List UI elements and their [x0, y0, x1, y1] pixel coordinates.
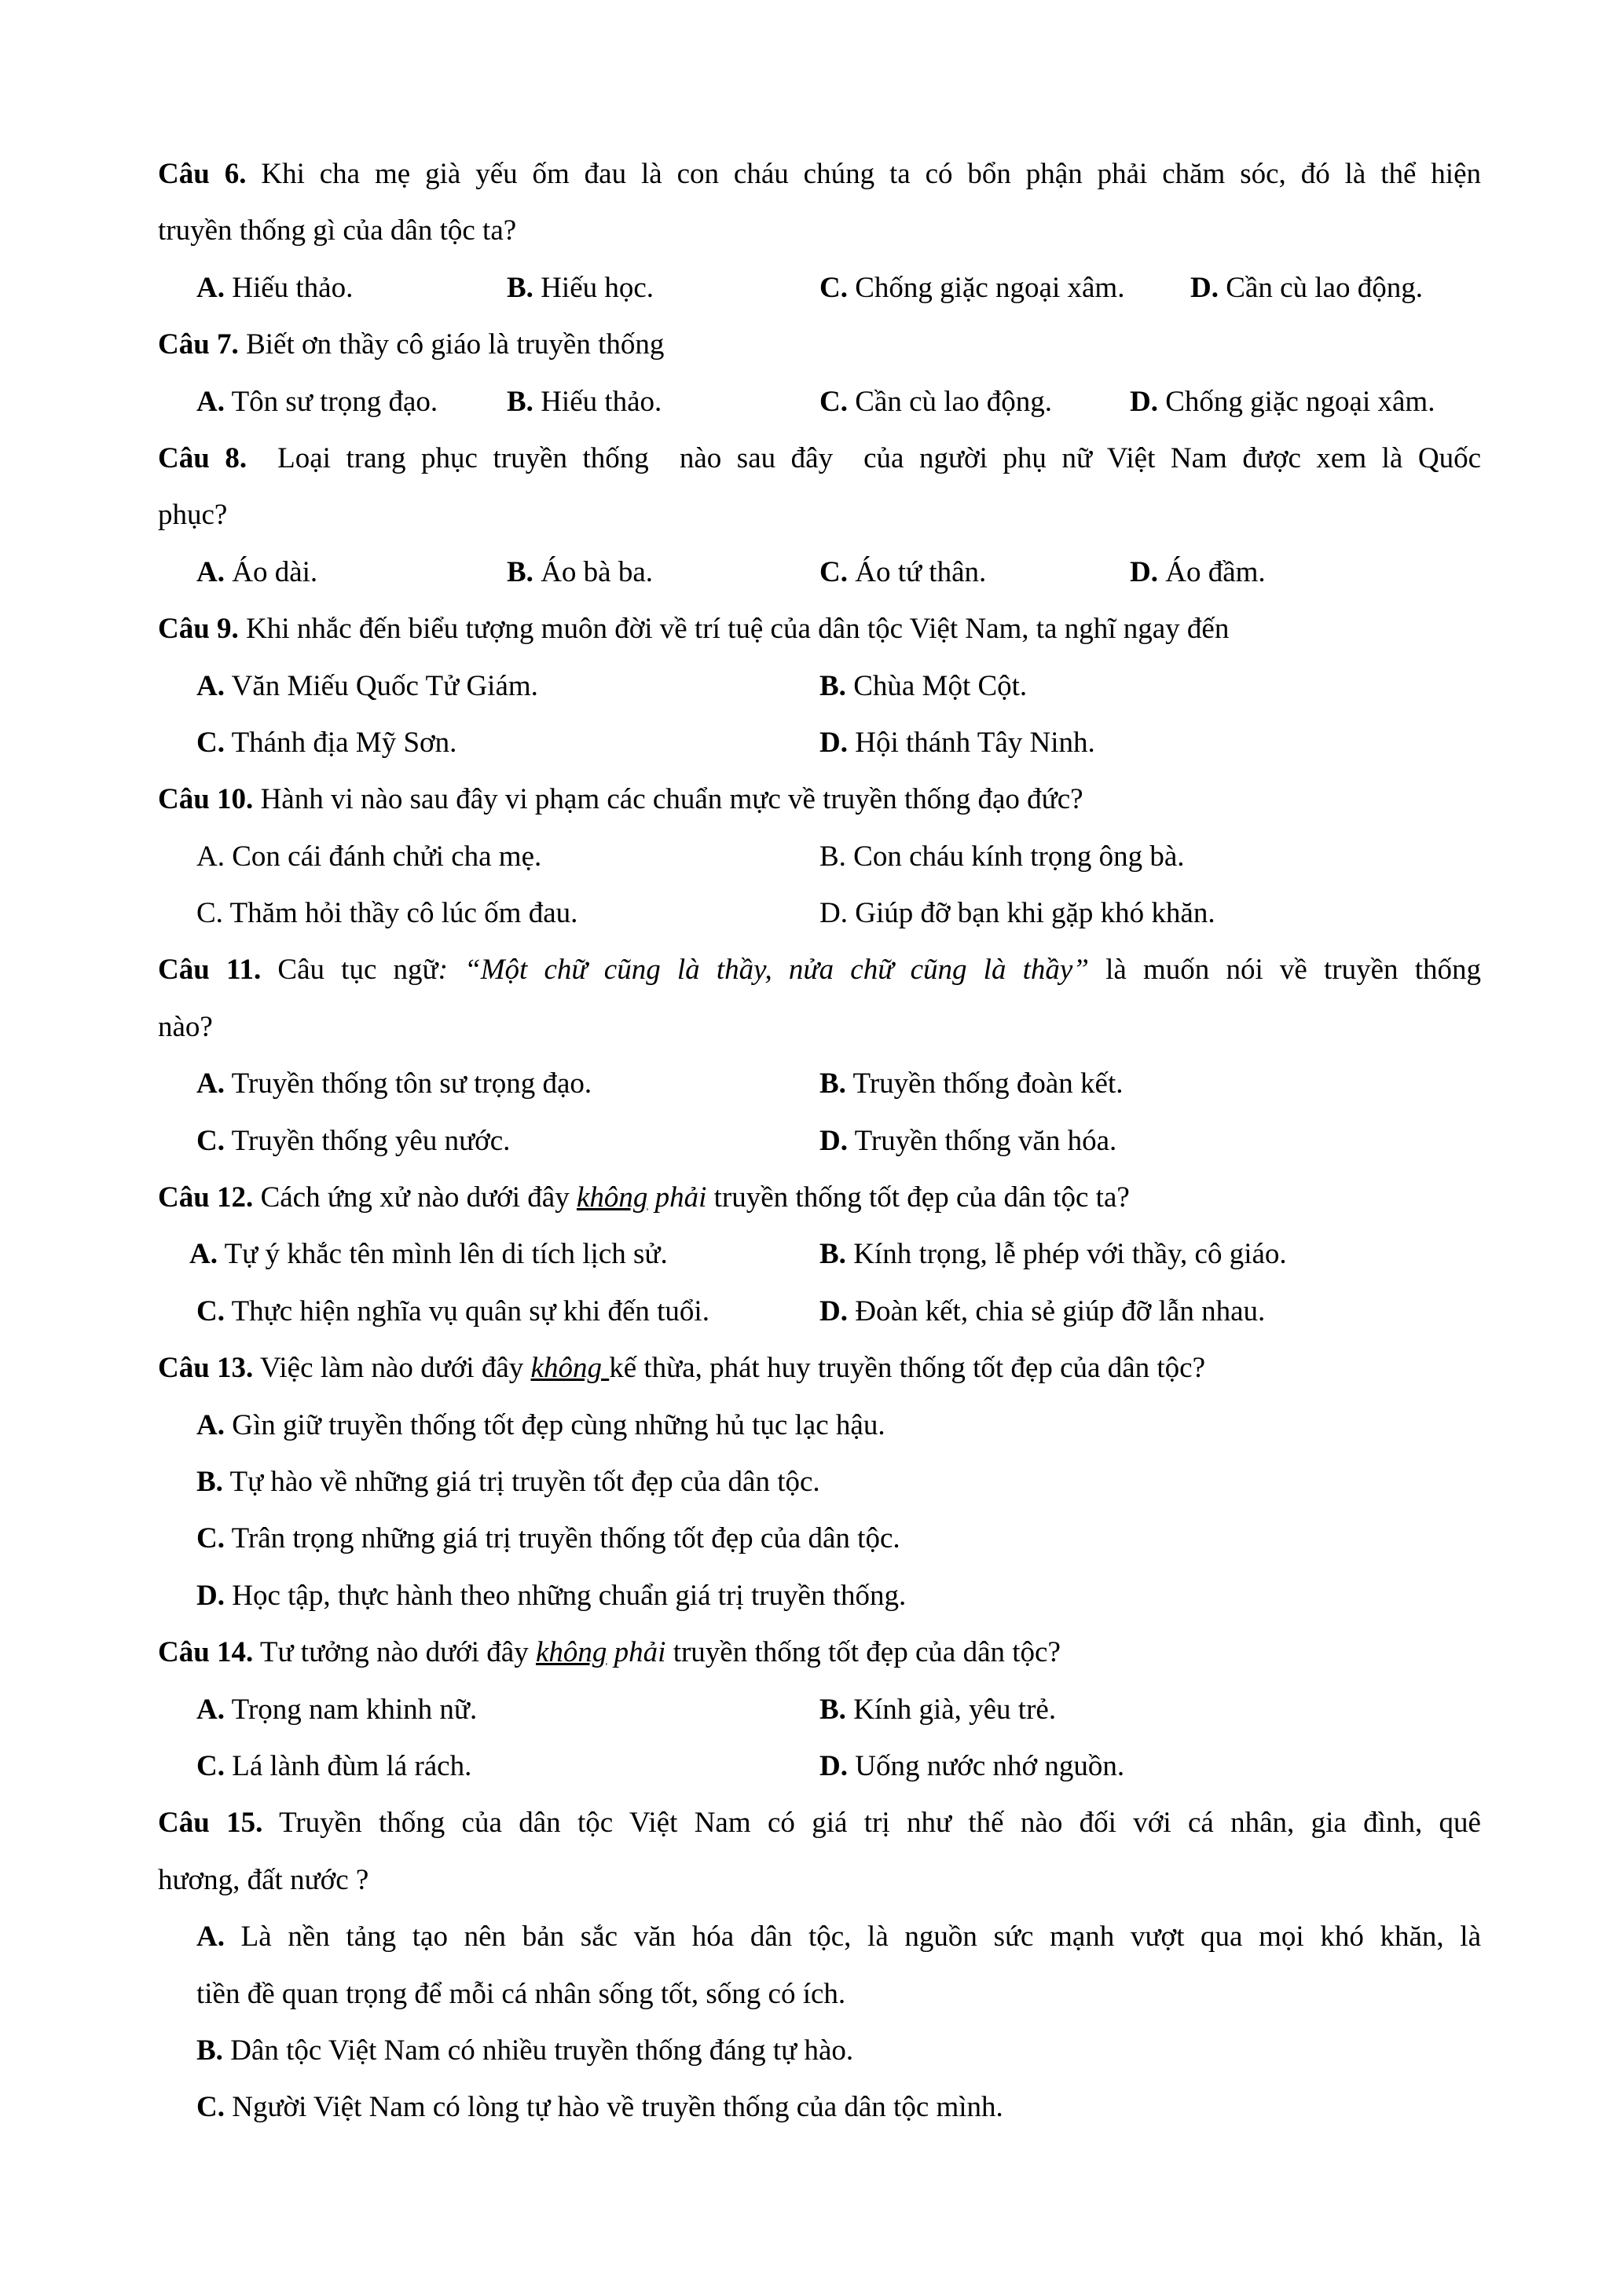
question-label: Câu 8.: [158, 441, 247, 474]
text: Áo đầm.: [1165, 555, 1266, 588]
question-text: phục?: [158, 499, 228, 532]
question-text: hương, đất nước ?: [158, 1863, 369, 1896]
text: A.: [196, 1408, 225, 1441]
text: C.: [196, 1294, 225, 1327]
emphasis-negation: không: [530, 1352, 610, 1385]
question-14: [0, 1624, 1624, 1681]
options-row: [0, 1738, 1624, 1795]
question-label: Câu 15.: [158, 1807, 263, 1840]
option-a[interactable]: [196, 374, 438, 430]
text: B.: [507, 555, 533, 588]
options-row: [0, 1113, 1624, 1170]
text: D.: [819, 1294, 848, 1327]
option-c[interactable]: C. Thăm hỏi thầy cô lúc ốm đau.: [196, 897, 578, 930]
text: kế thừa, phát huy truyền thống tốt đẹp của dân tộc?: [609, 1352, 1206, 1385]
text: B.: [507, 271, 533, 304]
option-b[interactable]: [507, 260, 654, 317]
text: là muốn nói về truyền thống: [1088, 954, 1482, 987]
text: Thực hiện nghĩa vụ quân sự khi đến tuổi.: [231, 1294, 709, 1327]
options-row: [0, 1056, 1624, 1112]
text: B.: [819, 1067, 846, 1100]
question-11: [0, 942, 1624, 998]
text: Cần cù lao động.: [1226, 271, 1423, 304]
text: Tôn sư trọng đạo.: [231, 385, 438, 418]
question-12: [0, 1170, 1624, 1226]
emphasis-negation: không: [535, 1636, 607, 1669]
text: Hiếu thảo.: [541, 385, 662, 418]
question-label: Câu 10.: [158, 783, 254, 816]
option-d[interactable]: [819, 1113, 1116, 1170]
option-d[interactable]: [196, 1568, 906, 1624]
text: Uống nước nhớ nguồn.: [855, 1749, 1125, 1782]
option-b[interactable]: [196, 2023, 853, 2079]
emphasis-negation: không: [576, 1181, 648, 1214]
question-label: Câu 6.: [158, 158, 247, 190]
text: Câu tục ngữ: [277, 954, 438, 987]
option-b[interactable]: [507, 374, 662, 430]
text: D.: [1130, 385, 1158, 418]
text: D.: [1130, 555, 1158, 588]
question-text: Khi cha mẹ già yếu ốm đau là con cháu chúng ta có bổn phận phải chăm sóc, đó là thể hiện: [261, 158, 1481, 190]
text: C.: [196, 1124, 225, 1157]
option-a-continued[interactable]: tiền đề quan trọng để mỗi cá nhân sống tốt, sống có ích.: [196, 1977, 846, 2010]
exam-page: [0, 146, 1624, 2137]
option-b[interactable]: [819, 1682, 1056, 1738]
text: Trọng nam khinh nữ.: [231, 1693, 478, 1726]
options-row: [0, 885, 1624, 942]
text: Dân tộc Việt Nam có nhiều truyền thống đáng tự hào.: [230, 2034, 854, 2067]
option-d[interactable]: [1130, 544, 1266, 601]
question-label: Câu 11.: [158, 954, 262, 987]
text: B.: [507, 385, 533, 418]
question-text: Hành vi nào sau đây vi phạm các chuẩn mực về truyền thống đạo đức?: [260, 783, 1083, 816]
options-row: [0, 658, 1624, 715]
text: Áo tứ thân.: [855, 555, 987, 588]
text: B.: [819, 1238, 846, 1271]
text: A.: [196, 555, 225, 588]
text: D.: [819, 1749, 848, 1782]
option-c[interactable]: [819, 544, 986, 601]
question-label: Câu 9.: [158, 613, 239, 646]
text: Chùa Một Cột.: [853, 669, 1028, 702]
text: Việc làm nào dưới đây: [259, 1352, 531, 1385]
option-a[interactable]: [189, 1226, 668, 1283]
option-a[interactable]: [196, 1682, 477, 1738]
text: A.: [196, 669, 225, 702]
text: Tự ý khắc tên mình lên di tích lịch sử.: [224, 1238, 668, 1271]
options-row: [0, 260, 1624, 317]
text: Cần cù lao động.: [855, 385, 1052, 418]
option-a[interactable]: [196, 1397, 885, 1454]
question-6: [0, 146, 1624, 203]
option-d[interactable]: [819, 1283, 1265, 1340]
question-text: Biết ơn thầy cô giáo là truyền thống: [246, 328, 665, 361]
text: A.: [196, 385, 225, 418]
question-15: [0, 1795, 1624, 1851]
option-c[interactable]: [196, 1283, 709, 1340]
text: C.: [196, 726, 225, 759]
options-row: [0, 715, 1624, 771]
text: D.: [819, 1124, 848, 1157]
option-a[interactable]: [196, 1056, 592, 1112]
question-9: [0, 601, 1624, 657]
options-row: [0, 1682, 1624, 1738]
text: Hội thánh Tây Ninh.: [855, 726, 1095, 759]
option-d[interactable]: [819, 1738, 1124, 1795]
text: C.: [196, 2091, 225, 2124]
text: Truyền thống văn hóa.: [854, 1124, 1117, 1157]
option-b[interactable]: [196, 1454, 820, 1511]
question-label: Câu 13.: [158, 1352, 254, 1385]
option-b[interactable]: [819, 1056, 1123, 1112]
text: truyền thống tốt đẹp của dân tộc ta?: [706, 1181, 1130, 1214]
text: Truyền thống tôn sư trọng đạo.: [231, 1067, 592, 1100]
option-d[interactable]: D. Giúp đỡ bạn khi gặp khó khăn.: [819, 897, 1215, 930]
text: C.: [819, 385, 848, 418]
text: C.: [819, 271, 848, 304]
text: Người Việt Nam có lòng tự hào về truyền thống của dân tộc mình.: [232, 2091, 1003, 2124]
text: phải: [647, 1181, 707, 1214]
text: Chống giặc ngoại xâm.: [1165, 385, 1435, 418]
text: truyền thống tốt đẹp của dân tộc?: [665, 1636, 1061, 1669]
question-13: [0, 1340, 1624, 1397]
options-row: [0, 829, 1624, 885]
text: B.: [196, 1465, 223, 1498]
text: Tự hào về những giá trị truyền tốt đẹp của dân tộc.: [229, 1465, 820, 1498]
text: Cách ứng xử nào dưới đây: [260, 1181, 577, 1214]
text: A.: [196, 1921, 225, 1954]
option-c[interactable]: [196, 715, 456, 771]
text: Áo bà ba.: [541, 555, 654, 588]
text: Chống giặc ngoại xâm.: [855, 271, 1125, 304]
option-c[interactable]: [196, 1738, 471, 1795]
text: Áo dài.: [232, 555, 318, 588]
text: Kính trọng, lễ phép với thầy, cô giáo.: [853, 1238, 1287, 1271]
question-10: [0, 771, 1624, 828]
option-d[interactable]: [1130, 374, 1435, 430]
question-text: Truyền thống của dân tộc Việt Nam có giá trị như thế nào đối với cá nhân, gia đình, quê: [279, 1807, 1481, 1840]
option-b[interactable]: [819, 658, 1027, 715]
option-c[interactable]: [196, 1113, 510, 1170]
question-label: Câu 12.: [158, 1181, 254, 1214]
text: A.: [189, 1238, 218, 1271]
question-label: Câu 14.: [158, 1636, 254, 1669]
text: phải: [607, 1636, 666, 1669]
text: A.: [196, 1693, 225, 1726]
text: Hiếu thảo.: [232, 271, 354, 304]
text: B.: [819, 1693, 846, 1726]
option-a[interactable]: [196, 260, 353, 317]
text: Tư tưởng nào dưới đây: [259, 1636, 536, 1669]
option-a[interactable]: [0, 1909, 1624, 1965]
question-text: truyền thống gì của dân tộc ta?: [158, 214, 517, 247]
option-a[interactable]: [196, 658, 538, 715]
text: D.: [1190, 271, 1219, 304]
options-row: [0, 1283, 1624, 1340]
option-b[interactable]: [507, 544, 653, 601]
option-d[interactable]: [819, 715, 1095, 771]
text: Hiếu học.: [541, 271, 654, 304]
options-row: [0, 544, 1624, 601]
option-b[interactable]: [819, 1226, 1287, 1283]
options-row: [0, 374, 1624, 430]
text: Đoàn kết, chia sẻ giúp đỡ lẫn nhau.: [855, 1294, 1266, 1327]
option-a[interactable]: [196, 544, 317, 601]
question-label: Câu 7.: [158, 328, 239, 361]
text: Là nền tảng tạo nên bản sắc văn hóa dân tộc, là nguồn sức mạnh vượt qua mọi khó khăn, là: [240, 1921, 1482, 1954]
option-c[interactable]: [819, 374, 1052, 430]
question-8: [0, 430, 1624, 487]
question-text: Loại trang phục truyền thống nào sau đây của người phụ nữ Việt Nam được xem là Quốc: [277, 441, 1481, 474]
text: C.: [819, 555, 848, 588]
text: C.: [196, 1522, 225, 1555]
text: B.: [819, 669, 846, 702]
text: Lá lành đùm lá rách.: [232, 1749, 472, 1782]
text: Trân trọng những giá trị truyền thống tốt đẹp của dân tộc.: [231, 1522, 900, 1555]
text: A.: [196, 271, 225, 304]
text: C.: [196, 1749, 225, 1782]
text: B.: [196, 2034, 223, 2067]
text: Kính già, yêu trẻ.: [853, 1693, 1057, 1726]
text: D.: [819, 726, 848, 759]
text: Truyền thống yêu nước.: [231, 1124, 511, 1157]
text: Truyền thống đoàn kết.: [852, 1067, 1124, 1100]
option-a[interactable]: A. Con cái đánh chửi cha mẹ.: [196, 840, 542, 873]
option-d[interactable]: [1190, 260, 1423, 317]
text: Học tập, thực hành theo những chuẩn giá trị truyền thống.: [232, 1579, 907, 1612]
option-c[interactable]: [196, 1511, 900, 1567]
options-row: [0, 1226, 1624, 1283]
option-c[interactable]: [196, 2079, 1003, 2136]
text: Thánh địa Mỹ Sơn.: [231, 726, 457, 759]
text: A.: [196, 1067, 225, 1100]
option-b[interactable]: B. Con cháu kính trọng ông bà.: [819, 840, 1185, 873]
text: Văn Miếu Quốc Tử Giám.: [231, 669, 538, 702]
question-text: Khi nhắc đến biểu tượng muôn đời về trí tuệ của dân tộc Việt Nam, ta nghĩ ngay đến: [246, 613, 1230, 646]
proverb-quote: : “Một chữ cũng là thầy, nửa chữ cũng là thầy”: [438, 954, 1089, 987]
option-c[interactable]: [819, 260, 1124, 317]
question-text: nào?: [158, 1010, 213, 1043]
text: D.: [196, 1579, 225, 1612]
question-7: [0, 317, 1624, 373]
text: Gìn giữ truyền thống tốt đẹp cùng những hủ tục lạc hậu.: [232, 1408, 885, 1441]
